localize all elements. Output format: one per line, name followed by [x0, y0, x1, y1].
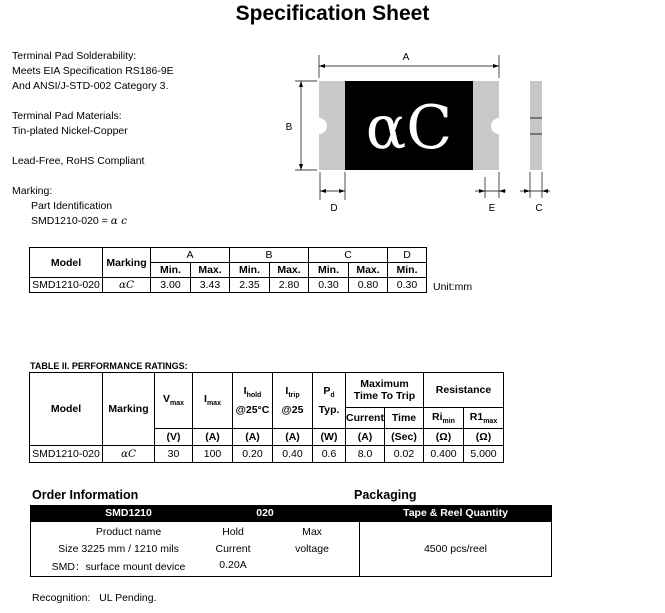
packaging-quantity: 4500 pcs/reel	[423, 543, 488, 555]
dim-sub-a-min: Min.	[151, 263, 191, 278]
dim-sub-b-max: Max.	[270, 263, 309, 278]
perf-header-resistance: Resistance	[424, 373, 504, 408]
order-max: Max	[302, 526, 322, 538]
marking-example-symbol: α c	[110, 215, 127, 227]
pd-sub: d	[330, 392, 335, 400]
order-bar-model: SMD1210	[105, 507, 152, 519]
perf-row-vmax: 30	[155, 446, 193, 463]
perf-row-ihold: 0.20	[233, 446, 273, 463]
performance-table	[29, 372, 504, 463]
dim-row-d-min: 0.30	[388, 278, 427, 293]
perf-row-rimin: 0.400	[424, 446, 464, 463]
perf-header-rimin	[424, 408, 464, 429]
dim-row-a-min: 3.00	[151, 278, 191, 293]
perf-header-itrip	[273, 373, 313, 429]
dim-sub-d-min: Min.	[388, 263, 427, 278]
leadfree-note: Lead-Free, RoHS Compliant	[12, 155, 145, 167]
perf-row-current: 8.0	[346, 446, 385, 463]
imax-base: I	[204, 393, 207, 406]
dim-row-c-max: 0.80	[349, 278, 388, 293]
perf-unit-pd: (W)	[313, 429, 346, 446]
perf-row-model: SMD1210-020	[30, 446, 103, 463]
ihold-sub: hold	[246, 392, 262, 400]
perf-header-model: Model	[30, 373, 103, 446]
dim-sub-c-min: Min.	[309, 263, 349, 278]
maxtime-line2: Time To Trip	[353, 390, 416, 402]
part-identification: Part Identification	[31, 200, 113, 212]
dim-d-label: D	[330, 203, 338, 214]
dim-c-arrow-left	[524, 189, 530, 193]
notes-block	[12, 49, 174, 229]
order-voltage: voltage	[295, 543, 329, 555]
perf-header-marking: Marking	[103, 373, 155, 446]
recognition-note: Recognition: UL Pending.	[32, 592, 157, 604]
perf-row-pd: 0.6	[313, 446, 346, 463]
perf-unit-current: (A)	[346, 429, 385, 446]
r1max-base: R1	[469, 410, 484, 423]
dim-header-model: Model	[30, 248, 103, 278]
dim-row-a-max: 3.43	[191, 278, 230, 293]
right-terminal-notch	[491, 118, 507, 134]
perf-unit-imax: (A)	[193, 429, 233, 446]
order-product-name: Product name	[95, 526, 162, 538]
perf-row-imax: 100	[193, 446, 233, 463]
packaging-bar: Tape & Reel Quantity	[403, 507, 508, 519]
dim-row-model: SMD1210-020	[30, 278, 103, 293]
dim-sub-c-max: Max.	[349, 263, 388, 278]
order-size: Size 3225 mm / 1210 mils	[58, 543, 179, 555]
chip-diagram	[280, 45, 570, 220]
packaging-heading: Packaging	[354, 488, 417, 502]
rimin-base: Ri	[432, 410, 443, 423]
solderability-heading: Terminal Pad Solderability:	[12, 50, 137, 62]
perf-header-vmax	[155, 373, 193, 429]
order-table	[30, 505, 552, 577]
dim-e-arrow-right	[499, 189, 505, 193]
perf-unit-rimin: (Ω)	[424, 429, 464, 446]
perf-header-imax	[193, 373, 233, 429]
solderability-category: And ANSI/J-STD-002 Category 3.	[12, 80, 169, 92]
order-information-heading: Order Information	[32, 488, 139, 502]
dim-sub-b-min: Min.	[230, 263, 270, 278]
ihold-base: I	[243, 385, 247, 398]
marking-example	[12, 214, 174, 229]
imax-sub: max	[206, 400, 221, 408]
perf-header-r1max	[464, 408, 504, 429]
vmax-sub: max	[170, 400, 185, 408]
dim-header-a: A	[151, 248, 230, 263]
perf-header-pd	[313, 373, 346, 429]
dim-a-arrow-right	[493, 64, 499, 68]
unit-label: Unit:mm	[433, 281, 473, 293]
pd-cond: Typ.	[318, 403, 340, 416]
itrip-base: I	[285, 385, 289, 398]
perf-unit-r1max: (Ω)	[464, 429, 504, 446]
perf-header-ihold	[233, 373, 273, 429]
perf-unit-vmax: (V)	[155, 429, 193, 446]
dim-b-arrow-bottom	[299, 164, 303, 170]
materials-heading: Terminal Pad Materials:	[12, 110, 122, 122]
perf-header-time: Time	[385, 408, 424, 429]
marking-example-label: SMD1210-020 =	[31, 215, 111, 227]
chip-marking-text: αC	[365, 93, 453, 163]
side-view	[530, 81, 542, 170]
dim-header-marking: Marking	[103, 248, 151, 278]
dim-row-c-min: 0.30	[309, 278, 349, 293]
dim-row-marking: αC	[103, 278, 151, 293]
dim-row-b-min: 2.35	[230, 278, 270, 293]
perf-row-time: 0.02	[385, 446, 424, 463]
materials-value: Tin-plated Nickel-Copper	[12, 125, 128, 137]
perf-unit-ihold: (A)	[233, 429, 273, 446]
dim-d-arrow-right	[339, 189, 345, 193]
dim-row-b-max: 2.80	[270, 278, 309, 293]
r1max-sub: max	[483, 418, 498, 426]
dim-sub-a-max: Max.	[191, 263, 230, 278]
perf-row-itrip: 0.40	[273, 446, 313, 463]
perf-row-marking: αC	[103, 446, 155, 463]
itrip-sub: trip	[288, 392, 300, 400]
itrip-cond: @25	[281, 403, 304, 416]
maxtime-line1: Maximum	[360, 378, 409, 390]
pd-base: P	[323, 385, 331, 398]
dim-e-label: E	[488, 203, 496, 214]
perf-header-maxtime	[346, 373, 424, 408]
dim-a-arrow-left	[319, 64, 325, 68]
marking-heading: Marking:	[12, 185, 53, 197]
dim-header-d: D	[388, 248, 427, 263]
dim-c-label: C	[535, 203, 543, 214]
dim-e-arrow-left	[479, 189, 485, 193]
dimensions-table	[29, 247, 427, 293]
dim-c-arrow-right	[542, 189, 548, 193]
page-title: Specification Sheet	[235, 2, 430, 25]
perf-header-current: Current	[346, 408, 385, 429]
order-hold: Hold	[222, 526, 244, 538]
order-hold-value: 0.20A	[219, 559, 247, 571]
dim-a-label: A	[402, 52, 410, 63]
order-current: Current	[215, 543, 251, 555]
dim-b-arrow-top	[299, 81, 303, 87]
dim-header-b: B	[230, 248, 309, 263]
perf-row-r1max: 5.000	[464, 446, 504, 463]
left-terminal-notch	[311, 118, 327, 134]
dim-b-label: B	[285, 122, 293, 133]
dim-header-c: C	[309, 248, 388, 263]
performance-table-title: TABLE II. PERFORMANCE RATINGS:	[30, 361, 188, 371]
rimin-sub: min	[442, 418, 455, 426]
perf-unit-itrip: (A)	[273, 429, 313, 446]
solderability-spec: Meets EIA Specification RS186-9E	[12, 65, 174, 77]
dim-d-arrow-left	[320, 189, 326, 193]
ihold-cond: @25°C	[235, 403, 270, 416]
order-smd: SMD：surface mount device	[51, 561, 186, 573]
order-bar-code: 020	[256, 507, 274, 519]
vmax-base: V	[162, 393, 170, 406]
perf-unit-time: (Sec)	[385, 429, 424, 446]
